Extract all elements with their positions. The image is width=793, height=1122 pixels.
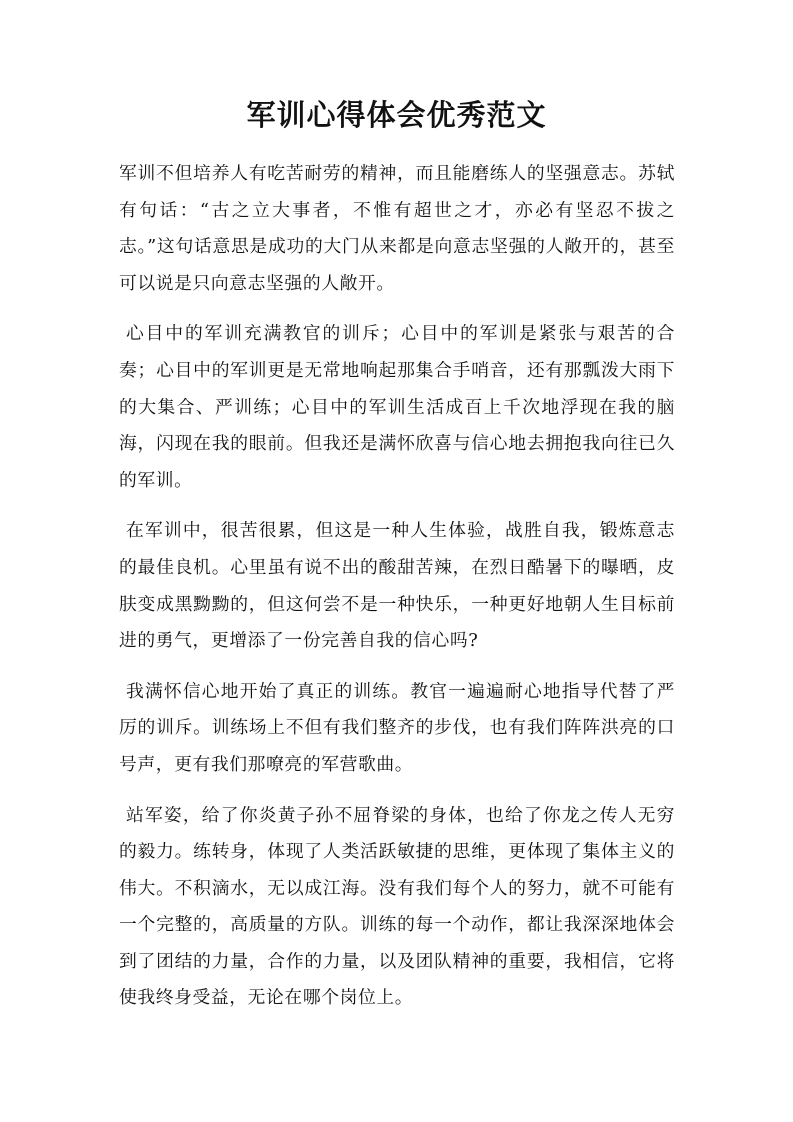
document-title: 军训心得体会优秀范文 — [246, 98, 547, 132]
paragraph-1: 军训不但培养人有吃苦耐劳的精神，而且能磨练人的坚强意志。苏轼有句话：“古之立大事者，不惟有超世之才，亦必有坚忍不拔之志。”这句话意思是成功的大门从来都是向意志坚强的人敞开的，甚至可以说是只向意志坚强的人敞开。 — [119, 163, 675, 294]
paragraph-2: 心目中的军训充满教官的训斥；心目中的军训是紧张与艰苦的合奏；心目中的军训更是无常地响起那集合手哨音，还有那瓢泼大雨下的大集合、严训练；心目中的军训生活成百上千次地浮现在我的脑海，闪现在我的眼前。但我还是满怀欣喜与信心地去拥抱我向往已久的军训。 — [119, 323, 675, 491]
document-body — [119, 156, 675, 1031]
paragraph-4: 我满怀信心地开始了真正的训练。教官一遍遍耐心地指导代替了严厉的训斥。训练场上不但有我们整齐的步伐，也有我们阵阵洪亮的口号声，更有我们那嘹亮的军营歌曲。 — [119, 680, 675, 775]
paragraph-3: 在军训中，很苦很累，但这是一种人生体验，战胜自我，锻炼意志的最佳良机。心里虽有说不出的酸甜苦辣，在烈日酷暑下的曝晒，皮肤变成黑黝黝的，但这何尝不是一种快乐，一种更好地朝人生目标前进的勇气，更增添了一份完善自我的信心吗? — [119, 520, 675, 652]
paragraph-5: 站军姿，给了你炎黄子孙不屈脊梁的身体，也给了你龙之传人无穷的毅力。练转身，体现了人类活跃敏捷的思维，更体现了集体主义的伟大。不积滴水，无以成江海。没有我们每个人的努力，就不可能有一个完整的，高质量的方队。训练的每一个动作，都让我深深地体会到了团结的力量，合作的力量，以及团队精神的重要，我相信，它将使我终身受益，无论在哪个岗位上。 — [119, 804, 675, 1009]
